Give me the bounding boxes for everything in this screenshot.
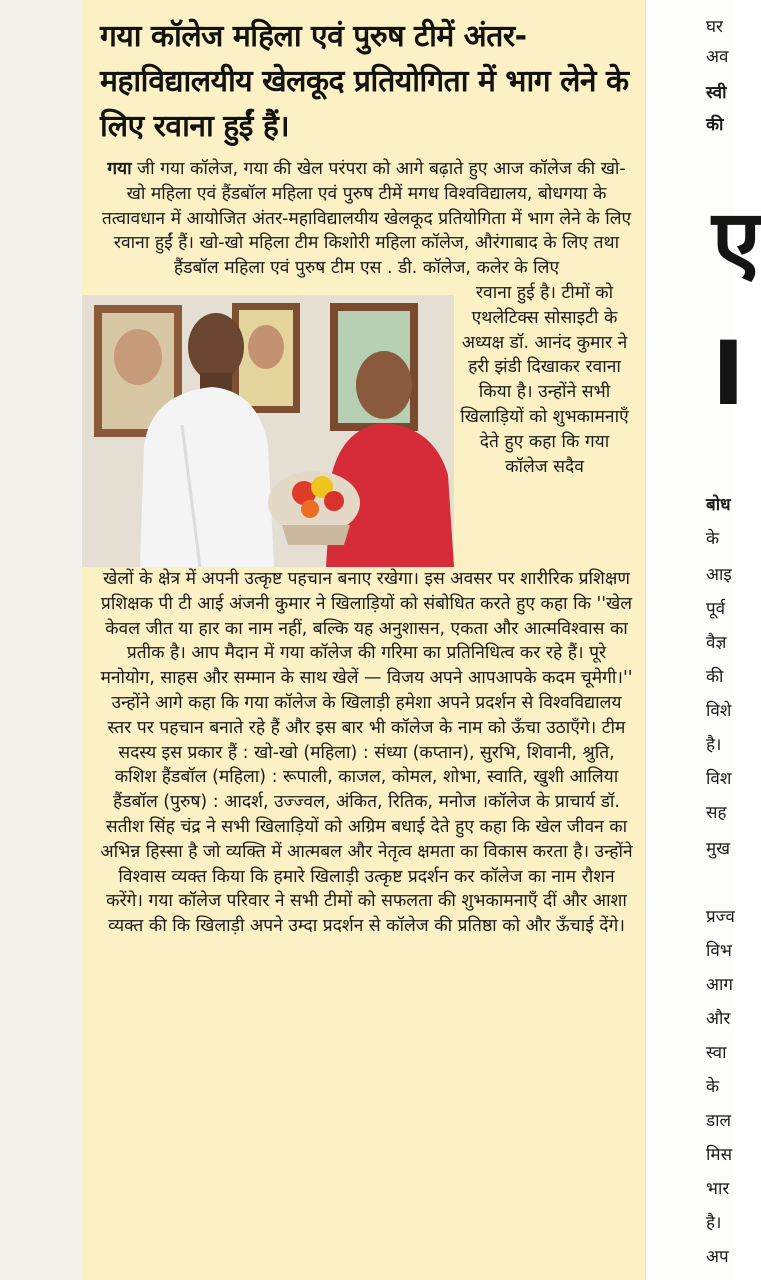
fragment-text: है। [706,735,722,755]
fragment-text: पूर्व [706,599,726,619]
fragment-text: की [706,115,724,135]
fragment-text: की [706,667,724,687]
fragment-text: के [706,529,720,549]
fragment-text: विभ [706,941,732,961]
fragment-text: स्वी [706,83,727,103]
article-paragraph-side: रवाना हुई है। टीमों को एथलेटिक्स सोसाइटी के अध्यक्ष डॉ. आनंद कुमार ने हरी झंडी दिखाकर रवाना किया है। उन्होंने सभी खिलाड़ियों को शुभकामनाएँ देते हुए कहा कि गया कॉलेज सदैव [460,282,629,477]
news-photo [82,295,454,567]
fragment-text: है। [706,1213,722,1233]
fragment-text: भार [706,1179,730,1199]
fragment-text: डाल [706,1111,732,1131]
article-paragraph-intro [100,157,633,281]
dateline: गया [107,159,132,179]
fragment-text: सह [706,803,727,823]
fragment-text: अप [706,1247,729,1267]
fragment-text: अव [706,47,729,67]
news-article [82,0,645,1280]
fragment-text: बोध [706,495,731,515]
fragment-headline-glyph: I [712,322,745,425]
fragment-text: वैज्ञ [706,633,727,653]
fragment-text: आइ [706,565,732,585]
intro-text: जी गया कॉलेज, गया की खेल परंपरा को आगे बढ़ाते हुए आज कॉलेज की खो-खो महिला एवं हैंडबॉल महिला एवं पुरुष टीमें मगध विश्वविद्यालय, बोधगया के तत्वावधान में आयोजित अंतर-महाविद्यालयीय खेलकूद प्रतियोगिता में भाग लेने के लिए रवाना हुईं हैं। खो-खो महिला टीम किशोरी महिला कॉलेज, औरंगाबाद के लिए तथा हैंडबॉल महिला एवं पुरुष टीम एस . डी. कॉलेज, कलेर के लिए [101,159,632,279]
fragment-headline-glyph: ए [712,190,761,293]
adjacent-column-left [0,0,82,1280]
fragment-text: मुख [706,839,731,859]
fragment-text: घर [706,17,723,37]
fragment-text: के [706,1077,720,1097]
article-headline: गया कॉलेज महिला एवं पुरुष टीमें अंतर-महाविद्यालयीय खेलकूद प्रतियोगिता में भाग लेने के लिए रवाना हुईं हैं। [100,19,629,144]
photo-with-text [100,281,633,567]
fragment-text: आग [706,975,733,995]
article-paragraph-main: खेलों के क्षेत्र में अपनी उत्कृष्ट पहचान बनाए रखेगा। इस अवसर पर शारीरिक प्रशिक्षण प्रशिक्षक पी टी आई अंजनी कुमार ने खिलाड़ियों को संबोधित करते हुए कहा कि ''खेल केवल जीत या हार का नाम नहीं, बल्कि यह अनुशासन, एकता और आत्मविश्वास का प्रतीक है। आप मैदान में गया कॉलेज की गरिमा का प्रतिनिधित्व कर रहे हैं। पूरे मनोयोग, साहस और सम्मान के साथ खेलें — विजय अपने आपआपके कदम चूमेगी।'' उन्होंने आगे कहा कि गया कॉलेज के खिलाड़ी हमेशा अपने प्रदर्शन से विश्वविद्यालय स्तर पर पहचान बनाते रहे हैं और इस बार भी कॉलेज के नाम को ऊँचा उठाएँगे। टीम सदस्य इस प्रकार हैं : खो-खो (महिला) : संध्या (कप्तान), सुरभि, शिवानी, श्रुति, कशिश हैंडबॉल (महिला) : रूपाली, काजल, कोमल, शोभा, स्वाति, खुशी आलिया हैंडबॉल (पुरुष) : आदर्श, उज्ज्वल, अंकित, रितिक, मनोज ।कॉलेज के प्राचार्य डॉ. सतीश सिंह चंद्र ने सभी खिलाड़ियों को अग्रिम बधाई देते हुए कहा कि खेल जीवन का अभिन्न हिस्सा है जो व्यक्ति में आत्मबल और नेतृत्व क्षमता का विकास करता है। उन्होंने विश्वास व्यक्त किया कि हमारे खिलाड़ी उत्कृष्ट प्रदर्शन कर कॉलेज का नाम रौशन करेंगे। गया कॉलेज परिवार ने सभी टीमों को सफलता की शुभकामनाएँ दीं और आशा व्यक्त की कि खिलाड़ी अपने उम्दा प्रदर्शन से कॉलेज की प्रतिष्ठा को और ऊँचाई देंगे। [100,568,633,937]
fragment-text: स्वा [706,1043,727,1063]
photo-illustration [82,295,454,567]
fragment-text: मिस [706,1145,733,1165]
adjacent-column-right [645,0,761,1280]
fragment-text: और [706,1009,731,1029]
fragment-text: विशे [706,701,732,721]
fragment-text: प्रज्व [706,907,735,927]
fragment-text: विश [706,769,732,789]
